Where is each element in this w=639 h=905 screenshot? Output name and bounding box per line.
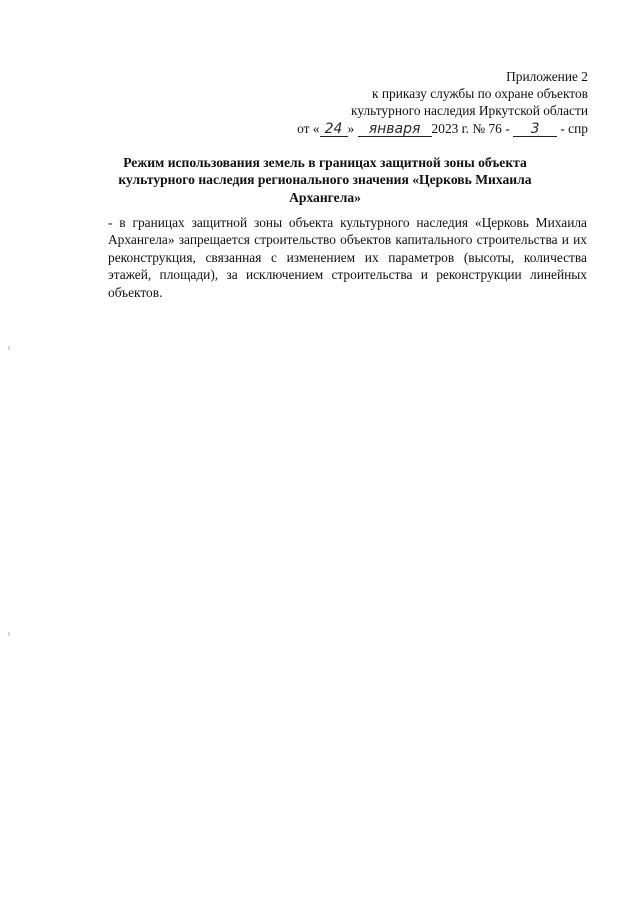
order-reference-line1: к приказу службы по охране объектов [372,86,588,102]
scan-speck [8,346,10,350]
date-year-and-number: 2023 г. № 76 - [431,120,514,136]
date-separator: » [347,120,358,136]
document-title: Режим использования земель в границах защитной зоны объекта культурного наследия регионального значения «Церковь Михаила Архангела» [118,155,532,205]
handwritten-order-number: 3 [513,123,557,137]
order-reference-line2: культурного наследия Иркутской области [351,103,588,119]
order-date-line [258,120,588,137]
handwritten-day: 24 [320,123,348,137]
appendix-title: Приложение 2 [506,69,588,84]
body-paragraph: - в границах защитной зоны объекта культурного наследия «Церковь Михаила Архангела» запрещается строительство объектов капитального строительства и их реконструкция, связанная с изменением их параметров (высоты, количества этажей, площади), за исключением строительства и реконструкции линейных объектов. [108,215,587,300]
date-prefix: от « [297,120,320,136]
appendix-header [258,68,588,137]
scan-speck [8,632,10,636]
handwritten-month: января [358,123,432,137]
order-suffix: - спр [557,120,588,136]
